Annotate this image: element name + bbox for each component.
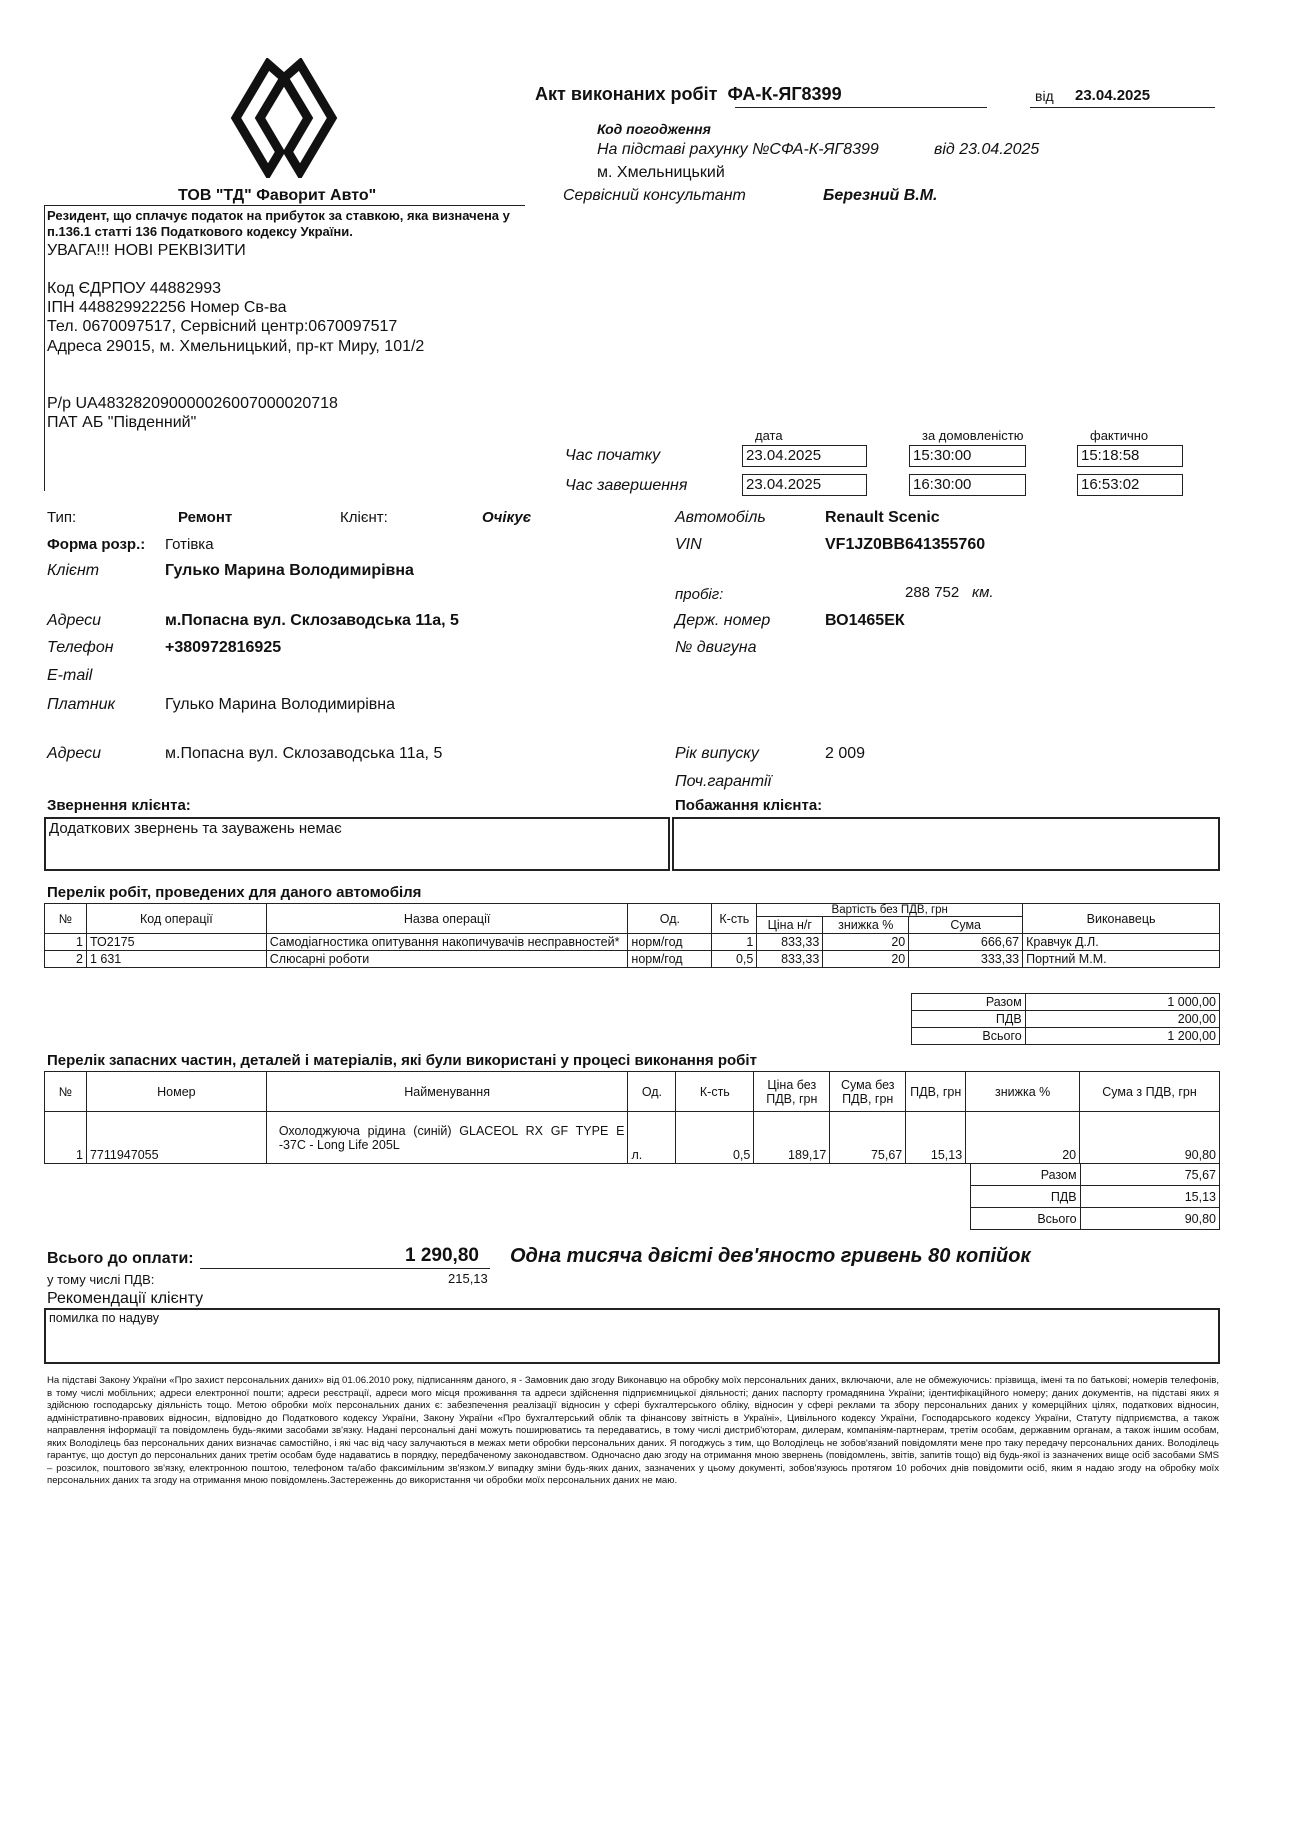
works-cell-sum: 666,67 xyxy=(909,934,1023,951)
client-request-box: Додаткових звернень та зауважень немає xyxy=(44,817,670,871)
vat-value: 215,13 xyxy=(448,1271,488,1286)
consultant-name: Березний В.М. xyxy=(823,187,938,204)
type-label: Тип: xyxy=(47,509,77,526)
payer-address-label: Адреси xyxy=(47,745,102,762)
works-cell-executor: Портний М.М. xyxy=(1023,951,1220,968)
parts-header-price: Ціна без ПДВ, грн xyxy=(754,1072,830,1112)
table-row xyxy=(971,1164,1220,1186)
company-address: Адреса 29015, м. Хмельницький, пр-кт Миру, 101/2 xyxy=(47,338,425,355)
address-value: м.Попасна вул. Склозаводська 11а, 5 xyxy=(165,612,459,629)
payment-label: Форма розр.: xyxy=(47,536,146,553)
works-header-price: Ціна н/г xyxy=(757,917,823,934)
table-row xyxy=(912,994,1220,1011)
parts-vat-value: 15,13 xyxy=(1080,1186,1219,1208)
works-cell-price: 833,33 xyxy=(757,951,823,968)
email-label: E-mail xyxy=(47,667,93,684)
date-label: від xyxy=(1035,88,1054,104)
total-words: Одна тисяча двісті дев'яносто гривень 80 копійок xyxy=(510,1245,1031,1267)
total-label: Всього до оплати: xyxy=(47,1250,194,1267)
parts-title: Перелік запасних частин, деталей і матеріалів, які були використані у процесі виконання робіт xyxy=(47,1052,757,1069)
city: м. Хмельницький xyxy=(597,164,725,181)
client-status-value: Очікує xyxy=(482,509,532,526)
parts-header-num: № xyxy=(45,1072,87,1112)
works-cell-qty: 0,5 xyxy=(712,951,757,968)
company-phone: Тел. 0670097517, Сервісний центр:0670097517 xyxy=(47,318,398,335)
parts-header-vat: ПДВ, грн xyxy=(906,1072,966,1112)
works-header-name: Назва операції xyxy=(266,904,628,934)
basis-text: На підставі рахунку №СФА-К-ЯГ8399 xyxy=(597,141,879,158)
works-cell-discount: 20 xyxy=(823,934,909,951)
parts-header-name: Найменування xyxy=(266,1072,628,1112)
mileage-unit: км. xyxy=(972,584,994,601)
address-label: Адреси xyxy=(47,612,102,629)
works-cell-code: 1 631 xyxy=(86,951,266,968)
works-cell-name: Самодіагностика опитування накопичувачів несправностей* xyxy=(266,934,628,951)
works-vat-value: 200,00 xyxy=(1025,1011,1219,1028)
client-status-label: Клієнт: xyxy=(340,509,388,526)
works-header-cost-group: Вартість без ПДВ, грн xyxy=(757,904,1023,917)
parts-grand-value: 90,80 xyxy=(1080,1208,1219,1230)
works-vat-label: ПДВ xyxy=(912,1011,1026,1028)
parts-grand-label: Всього xyxy=(971,1208,1081,1230)
start-actual-box: 15:18:58 xyxy=(1077,445,1183,467)
recommend-label: Рекомендації клієнту xyxy=(47,1290,204,1307)
parts-table xyxy=(44,1071,1220,1164)
start-time-label: Час початку xyxy=(565,447,661,464)
parts-cell-name: Охолоджуюча рідина (синій) GLACEOL RX GF TYPE E -37C - Long Life 205L xyxy=(266,1112,628,1164)
parts-header-number: Номер xyxy=(86,1072,266,1112)
company-warning: УВАГА!!! НОВІ РЕКВІЗИТИ xyxy=(47,242,246,259)
company-name: ТОВ "ТД" Фаворит Авто" xyxy=(178,187,377,204)
parts-header-qty: К-сть xyxy=(676,1072,754,1112)
works-grand-label: Всього xyxy=(912,1028,1026,1045)
works-cell-name: Слюсарні роботи xyxy=(266,951,628,968)
consultant-label: Сервісний консультант xyxy=(563,187,746,204)
payment-value: Готівка xyxy=(165,536,214,553)
act-title: Акт виконаних робіт ФА-К-ЯГ8399 xyxy=(535,84,842,104)
table-row xyxy=(971,1208,1220,1230)
company-edrpou: Код ЄДРПОУ 44882993 xyxy=(47,280,222,297)
plate-label: Держ. номер xyxy=(675,612,771,629)
works-header-code: Код операції xyxy=(86,904,266,934)
works-cell-executor: Кравчук Д.Л. xyxy=(1023,934,1220,951)
end-time-label: Час завершення xyxy=(565,477,688,494)
works-header-discount: знижка % xyxy=(823,917,909,934)
company-bank: ПАТ АБ "Південний" xyxy=(47,414,197,431)
parts-cell-number: 7711947055 xyxy=(86,1112,266,1164)
parts-cell-price: 189,17 xyxy=(754,1112,830,1164)
works-cell-price: 833,33 xyxy=(757,934,823,951)
works-cell-code: ТО2175 xyxy=(86,934,266,951)
type-value: Ремонт xyxy=(178,509,233,526)
works-title: Перелік робіт, проведених для даного автомобіля xyxy=(47,884,422,901)
works-header-num: № xyxy=(45,904,87,934)
parts-vat-label: ПДВ xyxy=(971,1186,1081,1208)
parts-cell-sum-vat: 90,80 xyxy=(1080,1112,1220,1164)
works-header-qty: К-сть xyxy=(712,904,757,934)
works-header-unit: Од. xyxy=(628,904,712,934)
times-col-date: дата xyxy=(755,428,783,443)
car-label: Автомобіль xyxy=(675,509,766,526)
client-name: Гулько Марина Володимирівна xyxy=(165,562,414,579)
parts-cell-unit: л. xyxy=(628,1112,676,1164)
table-row xyxy=(912,1028,1220,1045)
works-table xyxy=(44,903,1220,968)
parts-total-label: Разом xyxy=(971,1164,1081,1186)
works-cell-num: 2 xyxy=(45,951,87,968)
approval-code-label: Код погодження xyxy=(597,121,711,137)
parts-cell-sum-no-vat: 75,67 xyxy=(830,1112,906,1164)
works-total-label: Разом xyxy=(912,994,1026,1011)
table-row xyxy=(971,1186,1220,1208)
client-request-label: Звернення клієнта: xyxy=(47,797,191,814)
recommend-box: помилка по надуву xyxy=(44,1308,1220,1364)
renault-logo-icon xyxy=(230,58,338,178)
basis-date: від 23.04.2025 xyxy=(934,141,1040,158)
start-agreed-box: 15:30:00 xyxy=(909,445,1026,467)
works-cell-unit: норм/год xyxy=(628,934,712,951)
table-row xyxy=(45,934,1220,951)
times-col-agreed: за домовленістю xyxy=(922,428,1024,443)
total-value: 1 290,80 xyxy=(405,1245,479,1266)
mileage-value: 288 752 xyxy=(905,584,960,601)
warranty-label: Поч.гарантії xyxy=(675,773,772,790)
parts-total-value: 75,67 xyxy=(1080,1164,1219,1186)
parts-cell-num: 1 xyxy=(45,1112,87,1164)
vin-value: VF1JZ0BB641355760 xyxy=(825,536,986,553)
works-grand-value: 1 200,00 xyxy=(1025,1028,1219,1045)
act-date: 23.04.2025 xyxy=(1075,87,1151,104)
parts-cell-qty: 0,5 xyxy=(676,1112,754,1164)
start-date-box: 23.04.2025 xyxy=(742,445,867,467)
company-tax-note: Резидент, що сплачує податок на прибуток за ставкою, яка визначена у п.136.1 статті 136 Податкового кодексу України. xyxy=(47,208,510,239)
act-number: ФА-К-ЯГ8399 xyxy=(727,84,842,104)
table-row xyxy=(45,951,1220,968)
year-label: Рік випуску xyxy=(675,745,759,762)
end-date-box: 23.04.2025 xyxy=(742,474,867,496)
parts-header-sum-no-vat: Сума без ПДВ, грн xyxy=(830,1072,906,1112)
times-col-actual: фактично xyxy=(1090,428,1149,443)
company-ipn: ІПН 448829922256 Номер Св-ва xyxy=(47,299,287,316)
end-agreed-box: 16:30:00 xyxy=(909,474,1026,496)
parts-header-unit: Од. xyxy=(628,1072,676,1112)
works-header-executor: Виконавець xyxy=(1023,904,1220,934)
vat-label: у тому числі ПДВ: xyxy=(47,1272,155,1287)
works-cell-qty: 1 xyxy=(712,934,757,951)
table-row xyxy=(45,1112,1220,1164)
parts-cell-vat: 15,13 xyxy=(906,1112,966,1164)
year-value: 2 009 xyxy=(825,745,866,762)
client-wish-box xyxy=(672,817,1220,871)
car-value: Renault Scenic xyxy=(825,509,940,526)
works-header-sum: Сума xyxy=(909,917,1023,934)
vin-label: VIN xyxy=(675,536,702,553)
company-account: Р/р UA483282090000026007000020718 xyxy=(47,395,338,412)
mileage-label: пробіг: xyxy=(675,586,724,603)
parts-cell-discount: 20 xyxy=(966,1112,1080,1164)
parts-totals xyxy=(970,1163,1220,1230)
works-cell-num: 1 xyxy=(45,934,87,951)
works-totals xyxy=(911,993,1220,1045)
client-label: Клієнт xyxy=(47,562,100,579)
end-actual-box: 16:53:02 xyxy=(1077,474,1183,496)
table-row xyxy=(912,1011,1220,1028)
payer-name: Гулько Марина Володимирівна xyxy=(165,696,396,713)
works-cell-sum: 333,33 xyxy=(909,951,1023,968)
parts-header-sum-vat: Сума з ПДВ, грн xyxy=(1080,1072,1220,1112)
phone-label: Телефон xyxy=(47,639,114,656)
works-cell-unit: норм/год xyxy=(628,951,712,968)
payer-address-value: м.Попасна вул. Склозаводська 11а, 5 xyxy=(165,745,443,762)
parts-header-discount: знижка % xyxy=(966,1072,1080,1112)
client-wish-label: Побажання клієнта: xyxy=(675,797,823,814)
plate-value: ВО1465ЕК xyxy=(825,612,905,629)
works-cell-discount: 20 xyxy=(823,951,909,968)
works-total-value: 1 000,00 xyxy=(1025,994,1219,1011)
engine-label: № двигуна xyxy=(675,639,757,656)
consent-text: На підставі Закону України «Про захист персональних даних» від 01.06.2010 року, підписанням даного, я - Замовник даю згоду Виконавцю на обробку моїх персональних даних, включаючи, але не обмежуючись: прізвища, імені та по батькові; номерів телефонів, в тому числі мобільних; адреси електронної пошти; адреси реєстрації, адреси мого місця проживання та адреси здійснення підприємницької діяльності; даних паспорту громадянина України; ідентифікаційного номеру; даних документів, на підставі яких я здійснюю господарську діяльність тощо. Метою обробки моїх персональних даних є: забезпечення реалізації відносин у сфері бухгалтерського обліку, відносин у сфері реклами та збору персональних даних у комерційних цілях, податкових відносин, адміністративно-правових відносин, відповідно до Податкового кодексу України, Закону України «Про бухгалтерський облік та фінансову звітність в Україні», Цивільного кодексу України, Господарського кодексу України, Статуту підприємства, а також направлення інформації та повідомлень будь-якими засобами зв'язку. Надані персональні дані можуть поширюватись та передаватись, в тому числі дистриб'юторам, дилерам, компаніям-партнерам, третім особам, державним органам, а також іншим особам, яких Володілець баз персональних даних визначає самостійно, і які час від часу залучаються в межах мети обробки персональних даних. Я погоджусь з тим, що Володілець не зобов'язаний повідомляти мене про таку передачу персональних даних. Володілець гарантує, що доступ до персональних даних третім особам буде надаватись в порядку, передбаченому законодавством. Одночасно даю згоду на отримання мною звернень (повідомлень, звітів, запитів тощо) від будь-якої із зазначених вище осіб засобами SMS – розсилок, поштового зв'язку, електронною поштою, телефоном та/або факсимільним зв'язком.У випадку зміни будь-яких даних, зазначених у цьому документі, зобов'язуюсь протягом 10 робочих днів повідомити осіб, яким я надаю згоду на обробку моїх персональних даних та згоду на отримання мною повідомлень.Застереженнь до використання чи обробки моїх персональних даних не маю. xyxy=(47,1375,1219,1486)
phone-value: +380972816925 xyxy=(165,639,282,656)
payer-label: Платник xyxy=(47,696,116,713)
